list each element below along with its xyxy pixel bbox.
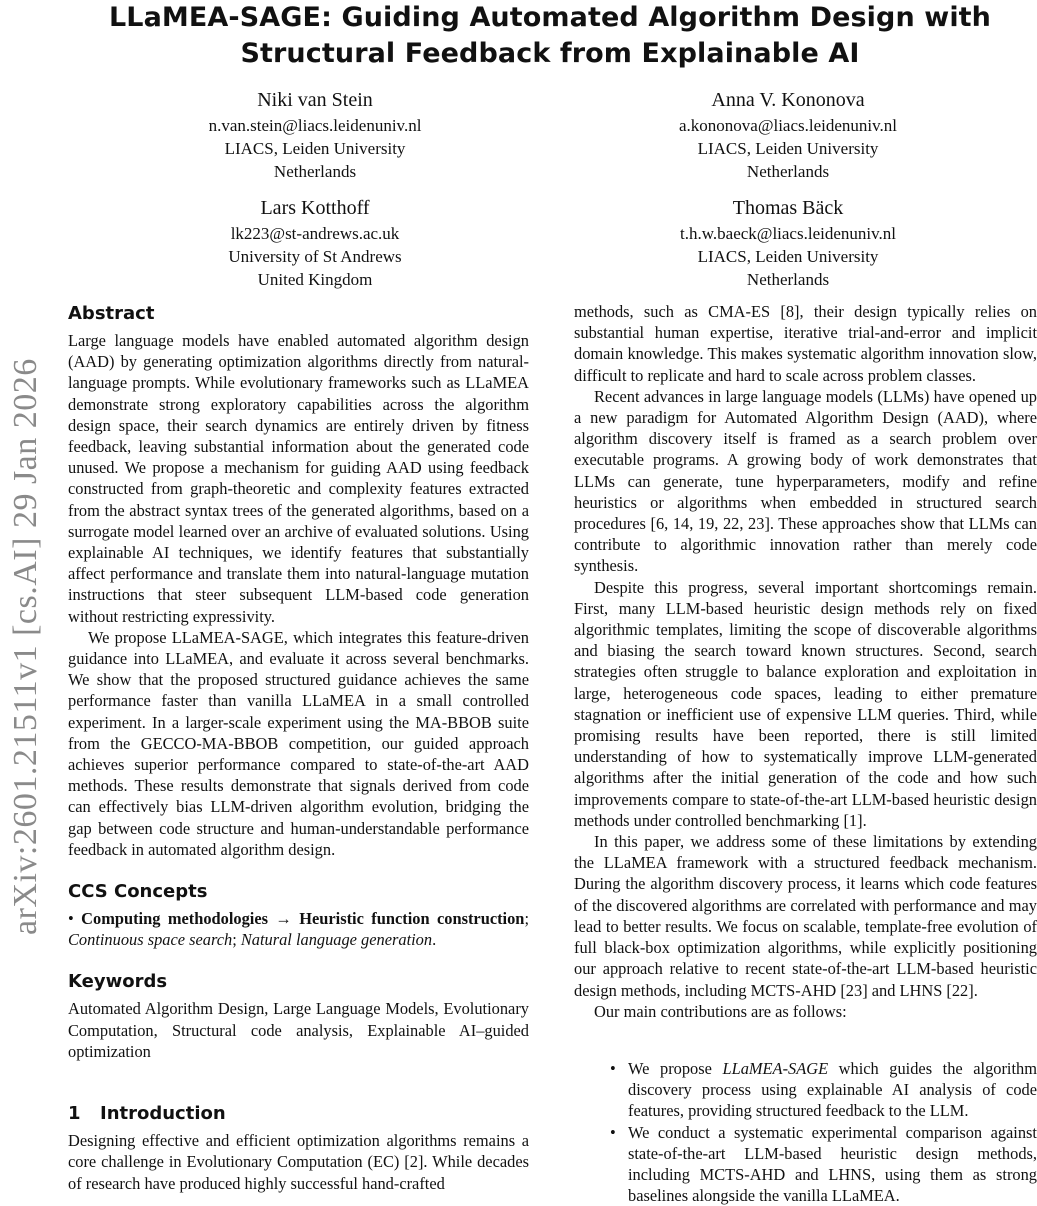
section-number: 1 [68,1103,81,1125]
intro-paragraph-1: Designing effective and efficient optimization algorithms remains a core challenge in Evolutionary Computation (EC) [2]. While decades of research have produced highly successful hand-crafted [68,1131,529,1193]
ccs-heading: CCS Concepts [68,881,208,903]
list-item-text: which guides the algorithm discovery process using explainable AI analysis of code features, providing structured feedback to the LLM. [628,1058,1037,1121]
list-item [628,1058,1037,1122]
list-item-text: We conduct a systematic experimental comparison against state-of-the-art LLM-based heuristic design methods, including MCTS-AHD and LHNS, using them as strong baselines alongside the vanilla LLaMEA. [628,1122,1037,1206]
author-affiliation: LIACS, Leiden University [697,247,879,266]
ccs-separator: ; [524,909,529,929]
introduction-heading [68,1102,529,1126]
author-email: t.h.w.baeck@liacs.leidenuniv.nl [680,224,896,243]
paper-title: LLaMEA-SAGE: Guiding Automated Algorithm Design with Structural Feedback from Explainable AI [108,2,991,69]
ccs-concept-continuous: Continuous space search [68,930,233,950]
ccs-primary-concept: Computing methodologies → Heuristic function construction [81,909,525,929]
author-country: United Kingdom [257,270,373,289]
list-item-emphasis: LLaMEA-SAGE [722,1058,829,1078]
author-affiliation: LIACS, Leiden University [697,139,879,158]
list-item [628,1122,1037,1206]
intro-paragraph-2: Recent advances in large language models (LLMs) have opened up a new paradigm for Automated Algorithm Design (AAD), where algorithm discovery itself is framed as a search problem over executable programs. A growing body of work demonstrates that LLMs can generate, tune hyperparameters, modify and refine heuristics or algorithms when embedded in structured search procedures [6, 14, 19, 22, 23]. These approaches show that LLMs can contribute to algorithmic innovation rather than merely code synthesis. [574,386,1037,576]
arxiv-identifier: arXiv:2601.21511v1 [cs.AI] 29 Jan 2026 [7,358,44,935]
left-column [68,302,529,1194]
keywords-text: Automated Algorithm Design, Large Language Models, Evolutionary Computation, Structural code analysis, Explainable AI–guided optimization [68,999,529,1061]
author-block-4 [623,195,953,291]
author-affiliation: LIACS, Leiden University [224,139,406,158]
author-name: Anna V. Kononova [711,89,865,111]
author-affiliation: University of St Andrews [228,247,402,266]
author-country: Netherlands [273,162,357,181]
abstract-paragraph-1: Large language models have enabled automated algorithm design (AAD) by generating optimization algorithms directly from natural-language prompts. While evolutionary frameworks such as LLaMEA demonstrate strong exploratory capabilities across the algorithm design space, their search dynamics are entirely driven by fitness feedback, leaving substantial information about the generated code unused. We propose a mechanism for guiding AAD using feedback constructed from graph-theoretic and complexity features extracted from the abstract syntax trees of the generated algorithms, based on a surrogate model learned over an archive of evaluated solutions. Using explainable AI techniques, we identify features that substantially affect performance and translate them into natural-language mutation instructions that steer subsequent LLM-based code generation without restricting expressivity. [68,331,529,626]
author-email: a.kononova@liacs.leidenuniv.nl [678,116,898,135]
author-name: Niki van Stein [257,89,373,111]
ccs-bullet: • [68,909,82,929]
author-block-3 [150,195,480,291]
author-name: Lars Kotthoff [260,197,370,219]
author-country: Netherlands [746,270,830,289]
ccs-end: . [432,930,437,950]
ccs-separator: ; [232,930,241,950]
ccs-concept-nlg: Natural language generation [240,930,433,950]
author-block-2 [623,87,953,183]
abstract-paragraph-2: We propose LLaMEA-SAGE, which integrates this feature-driven guidance into LLaMEA, and evaluate it across several benchmarks. We show that the proposed structured guidance achieves the same performance faster than vanilla LLaMEA in a small controlled experiment. In a larger-scale experiment using the MA-BBOB suite from the GECCO-MA-BBOB competition, our guided approach achieves superior performance compared to state-of-the-art AAD methods. These results demonstrate that signals derived from code can effectively bias LLM-driven algorithm evolution, bridging the gap between code structure and human-understandable performance feedback in automated algorithm design. [68,627,529,859]
keywords-heading: Keywords [68,971,168,993]
author-email: lk223@st-andrews.ac.uk [230,224,400,243]
author-block-1 [150,87,480,183]
intro-paragraph-3: Despite this progress, several important shortcomings remain. First, many LLM-based heuristic design methods rely on fixed algorithmic templates, limiting the scope of discoverable algorithms and biasing the search toward known structures. Second, search strategies often struggle to balance exploration and exploitation in large, heterogeneous code spaces, leading to either premature stagnation or inefficient use of expensive LLM queries. Third, while promising results have been reported, there is still limited understanding of how to systematically improve LLM-generated algorithms after the initial generation of the code and how such improvements compare to state-of-the-art LLM-based heuristic design methods under controlled benchmarking [1]. [574,577,1037,830]
abstract-heading: Abstract [68,303,155,324]
intro-paragraph-4: In this paper, we address some of these limitations by extending the LLaMEA framework with a structured feedback mechanism. During the algorithm discovery process, it learns which code features of the discovered algorithms are correlated with performance and may lead to better results. We focus on scalable, template-free evolution of full black-box optimization algorithms, while explicitly positioning our approach relative to recent state-of-the-art LLM-based heuristic design methods, including MCTS-AHD [23] and LHNS [22]. [574,832,1037,1000]
list-item-text: We propose [628,1058,723,1078]
author-email: n.van.stein@liacs.leidenuniv.nl [208,116,422,135]
section-title: Introduction [100,1103,226,1125]
intro-paragraph-5: Our main contributions are as follows: [594,1001,847,1021]
ccs-concepts [68,908,529,950]
right-column [574,301,1037,1206]
author-country: Netherlands [746,162,830,181]
author-name: Thomas Bäck [732,197,844,219]
intro-paragraph-1-continued: methods, such as CMA-ES [8], their design typically relies on substantial human expertise, iterative trial-and-error and implicit domain knowledge. This makes systematic algorithm innovation slow, difficult to replicate and hard to scale across problem classes. [574,302,1037,385]
contributions-list [574,1058,1037,1206]
